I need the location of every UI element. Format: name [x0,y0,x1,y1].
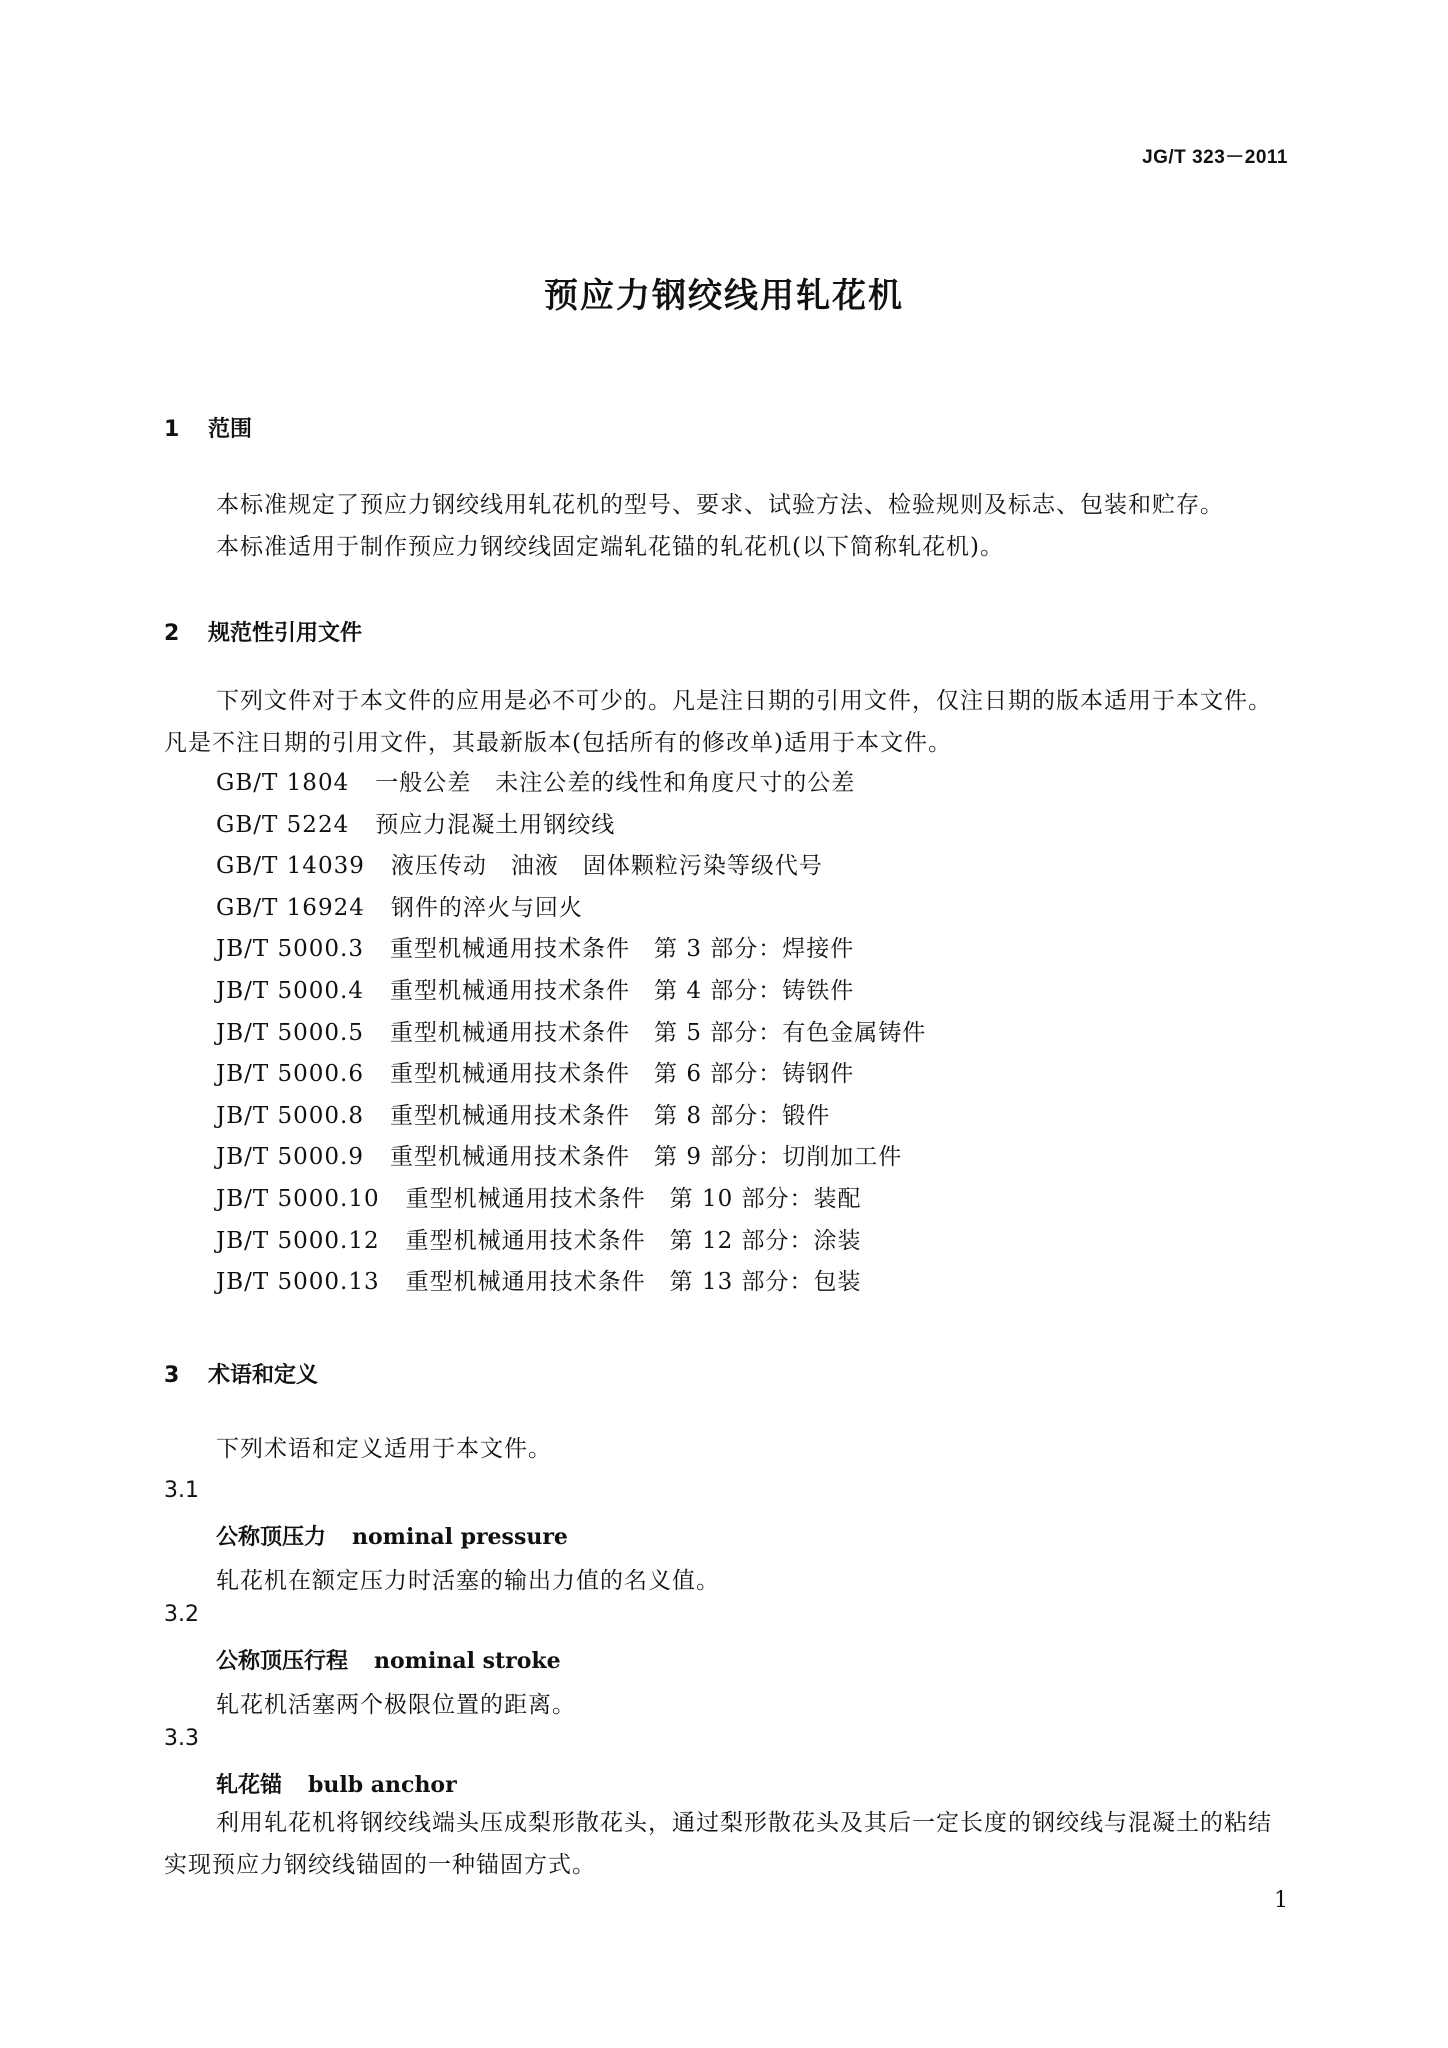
term-name-zh: 公称顶压行程 [216,1648,349,1674]
section-1-heading [164,412,252,443]
reference-item [216,1013,926,1055]
reference-title: 一般公差 未注公差的线性和角度尺寸的公差 [375,770,856,796]
paragraph-text: 下列文件对于本文件的应用是必不可少的。凡是注日期的引用文件，仅注日期的版本适用于本文件。凡是不注日期的引用文件，其最新版本(包括所有的修改单)适用于本文件。 [164,688,1272,756]
reference-item [216,1096,926,1138]
section-3-heading [164,1358,318,1389]
reference-item [216,1179,926,1221]
reference-title: 重型机械通用技术条件 第 8 部分：锻件 [390,1102,831,1129]
reference-item [216,846,926,888]
reference-code: GB/T 1804 [216,770,350,796]
normative-references-list [216,763,926,1304]
section-title: 范围 [208,417,253,442]
term-number: 3.3 [164,1726,199,1751]
reference-title: 钢件的淬火与回火 [390,894,583,921]
reference-title: 重型机械通用技术条件 第 9 部分：切削加工件 [390,1144,903,1171]
reference-code: GB/T 5224 [216,811,350,838]
term-name-zh: 公称顶压力 [216,1524,327,1550]
reference-code: JB/T 5000.5 [216,1019,365,1046]
reference-title: 液压传动 油液 固体颗粒污染等级代号 [390,853,823,880]
reference-code: JB/T 5000.8 [216,1102,365,1129]
page-number: 1 [1274,1888,1288,1913]
reference-title: 预应力混凝土用钢绞线 [375,811,616,838]
reference-code: JB/T 5000.10 [216,1185,380,1212]
term-number: 3.2 [164,1602,199,1627]
section-title: 规范性引用文件 [208,621,363,646]
reference-item [216,1262,926,1304]
term-definition: 轧花机在额定压力时活塞的输出力值的名义值。 [216,1568,720,1594]
paragraph-text: 下列术语和定义适用于本文件。 [216,1436,552,1462]
reference-title: 重型机械通用技术条件 第 6 部分：铸钢件 [390,1061,855,1088]
document-title: 预应力钢绞线用轧花机 [544,276,904,316]
term-name [216,1520,568,1551]
reference-title: 重型机械通用技术条件 第 10 部分：装配 [405,1185,862,1212]
term-name-en: bulb anchor [308,1772,457,1798]
reference-item [216,805,926,847]
paragraph-text: 利用轧花机将钢绞线端头压成梨形散花头，通过梨形散花头及其后一定长度的钢绞线与混凝土的粘结实现预应力钢绞线锚固的一种锚固方式。 [164,1810,1272,1878]
section-2-intro [164,680,1286,764]
section-number: 2 [164,621,180,646]
reference-code: JB/T 5000.4 [216,977,365,1004]
section-3-intro [164,1428,1286,1470]
standard-code: JG/T 323－2011 [1142,147,1288,168]
reference-code: GB/T 16924 [216,894,365,921]
section-number: 3 [164,1363,180,1388]
reference-code: JB/T 5000.9 [216,1144,365,1171]
paragraph-text: 本标准适用于制作预应力钢绞线固定端轧花锚的轧花机(以下简称轧花机)。 [216,534,1004,560]
term-definition [164,1802,1286,1886]
reference-item [216,1054,926,1096]
reference-code: JB/T 5000.6 [216,1061,365,1088]
section-number: 1 [164,417,180,442]
reference-item [216,1137,926,1179]
reference-item [216,971,926,1013]
section-1-paragraph-1 [164,484,1286,526]
term-name-zh: 轧花锚 [216,1772,283,1798]
reference-title: 重型机械通用技术条件 第 4 部分：铸铁件 [390,977,855,1004]
section-title: 术语和定义 [208,1363,319,1388]
term-name-en: nominal pressure [352,1524,568,1550]
reference-item [216,763,926,805]
reference-title: 重型机械通用技术条件 第 12 部分：涂装 [405,1227,862,1254]
reference-code: JB/T 5000.13 [216,1269,380,1296]
reference-item [216,1221,926,1263]
term-name [216,1644,561,1675]
reference-code: GB/T 14039 [216,853,365,880]
reference-code: JB/T 5000.12 [216,1227,380,1254]
paragraph-text: 本标准规定了预应力钢绞线用轧花机的型号、要求、试验方法、检验规则及标志、包装和贮存。 [216,492,1224,518]
reference-code: JB/T 5000.3 [216,936,365,963]
reference-title: 重型机械通用技术条件 第 5 部分：有色金属铸件 [390,1019,927,1046]
reference-title: 重型机械通用技术条件 第 3 部分：焊接件 [390,936,855,963]
term-name-en: nominal stroke [374,1648,561,1674]
section-1-paragraph-2 [164,526,1286,568]
reference-item [216,888,926,930]
term-number: 3.1 [164,1478,199,1503]
section-2-heading [164,616,362,647]
term-definition: 轧花机活塞两个极限位置的距离。 [216,1692,576,1718]
reference-title: 重型机械通用技术条件 第 13 部分：包装 [405,1269,862,1296]
term-name [216,1768,457,1799]
reference-item [216,929,926,971]
